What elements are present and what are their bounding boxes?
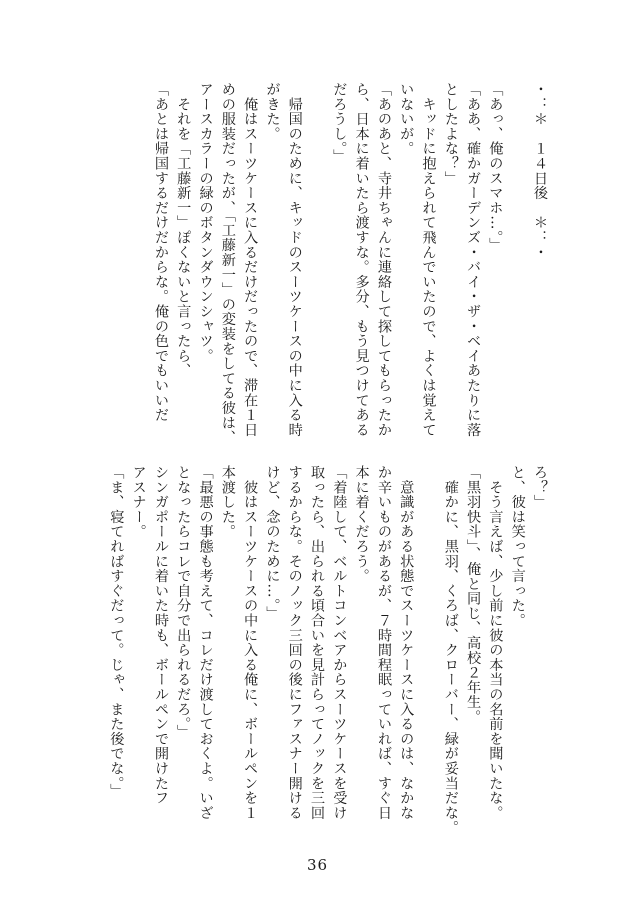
text-line: 「あっ、俺のスマホ…。」 (487, 82, 504, 253)
text-line: そう言えば、少し前に彼の本当の名前を聞いたな。 (487, 465, 504, 821)
text-line: ら、日本に着いたら渡すな。多分、もう見つけてある (353, 82, 370, 438)
text-line: か辛いものがあるが、７時間程眠っていれば、すぐ日 (375, 465, 392, 821)
text-line: となったらコレで自分で出られるだろ。」 (175, 465, 192, 740)
text-line: 「最悪の事態も考えて、コレだけ渡しておくよ。いざ (197, 465, 214, 821)
text-line: けど、念のために…。」 (264, 465, 281, 621)
text-line: するからな。そのノック三回の後にファスナー開ける (286, 465, 303, 821)
text-line: キッドに抱えられて飛んでいたので、よくは覚えて (420, 82, 437, 438)
text-line: シンガポールに着いた時も、ボールペンで開けたフ (152, 465, 169, 806)
text-line (506, 82, 528, 452)
text-line: 「着陸して、ベルトコンベアからスーツケースを受け (331, 465, 348, 821)
text-line: 「あとは帰国するだけだからな。俺の色でもいいだ (152, 82, 169, 423)
text-line: 「あのあと、寺井ちゃんに連絡して探してもらったか (375, 82, 392, 438)
text-line: それを「工藤新一」ぽくないと言ったら、 (175, 82, 192, 378)
text-line: 本に着くだろう。 (353, 465, 370, 584)
lower-text-block (105, 465, 551, 835)
text-line: アースカラーの緑のボタンダウンシャツ。 (197, 82, 214, 364)
text-line: いないが。 (398, 82, 415, 156)
text-line: だろうし。」 (331, 82, 348, 164)
text-line: ろ？」 (532, 465, 548, 510)
text-line: 取ったら、出られる頃合いを見計らってノックを三回 (309, 465, 326, 821)
text-line: アスナー。 (130, 465, 147, 539)
text-line: 本渡した。 (219, 465, 236, 539)
text-line: 「ま、寝てればすぐだって。じゃ、また後でな。」 (108, 465, 125, 799)
text-line: 帰国のために、キッドのスーツケースの中に入る時 (286, 82, 303, 438)
text-line: 俺はスーツケースに入るだけだったので、滞在１日 (242, 82, 259, 438)
text-line: ・：＊ １４日後 ＊：・ (532, 82, 548, 260)
page-number: 36 (306, 856, 329, 874)
text-line: としたよな？」 (442, 82, 459, 186)
text-line: 意識がある状態でスーツケースに入るのは、なかな (398, 465, 415, 821)
text-line (306, 82, 328, 452)
text-line (417, 465, 439, 830)
text-line: 確かに、黒羽、くろば、クローバー、緑が妥当だな。 (442, 465, 459, 835)
text-line: と、彼は笑って言った。 (509, 465, 526, 628)
text-line: がきた。 (264, 82, 281, 142)
text-line: めの服装だったが、「工藤新一」の変装をしてる彼は、 (219, 82, 236, 445)
text-line: 「ああ、確かガーデンズ・バイ・ザ・ベイあたりに落 (465, 82, 482, 438)
upper-text-block (150, 82, 551, 452)
text-line: 「黒羽快斗」、俺と同じ、高校２年生。 (465, 465, 482, 725)
text-line: 彼はスーツケースの中に入る俺に、ボールペンを１ (242, 465, 259, 821)
